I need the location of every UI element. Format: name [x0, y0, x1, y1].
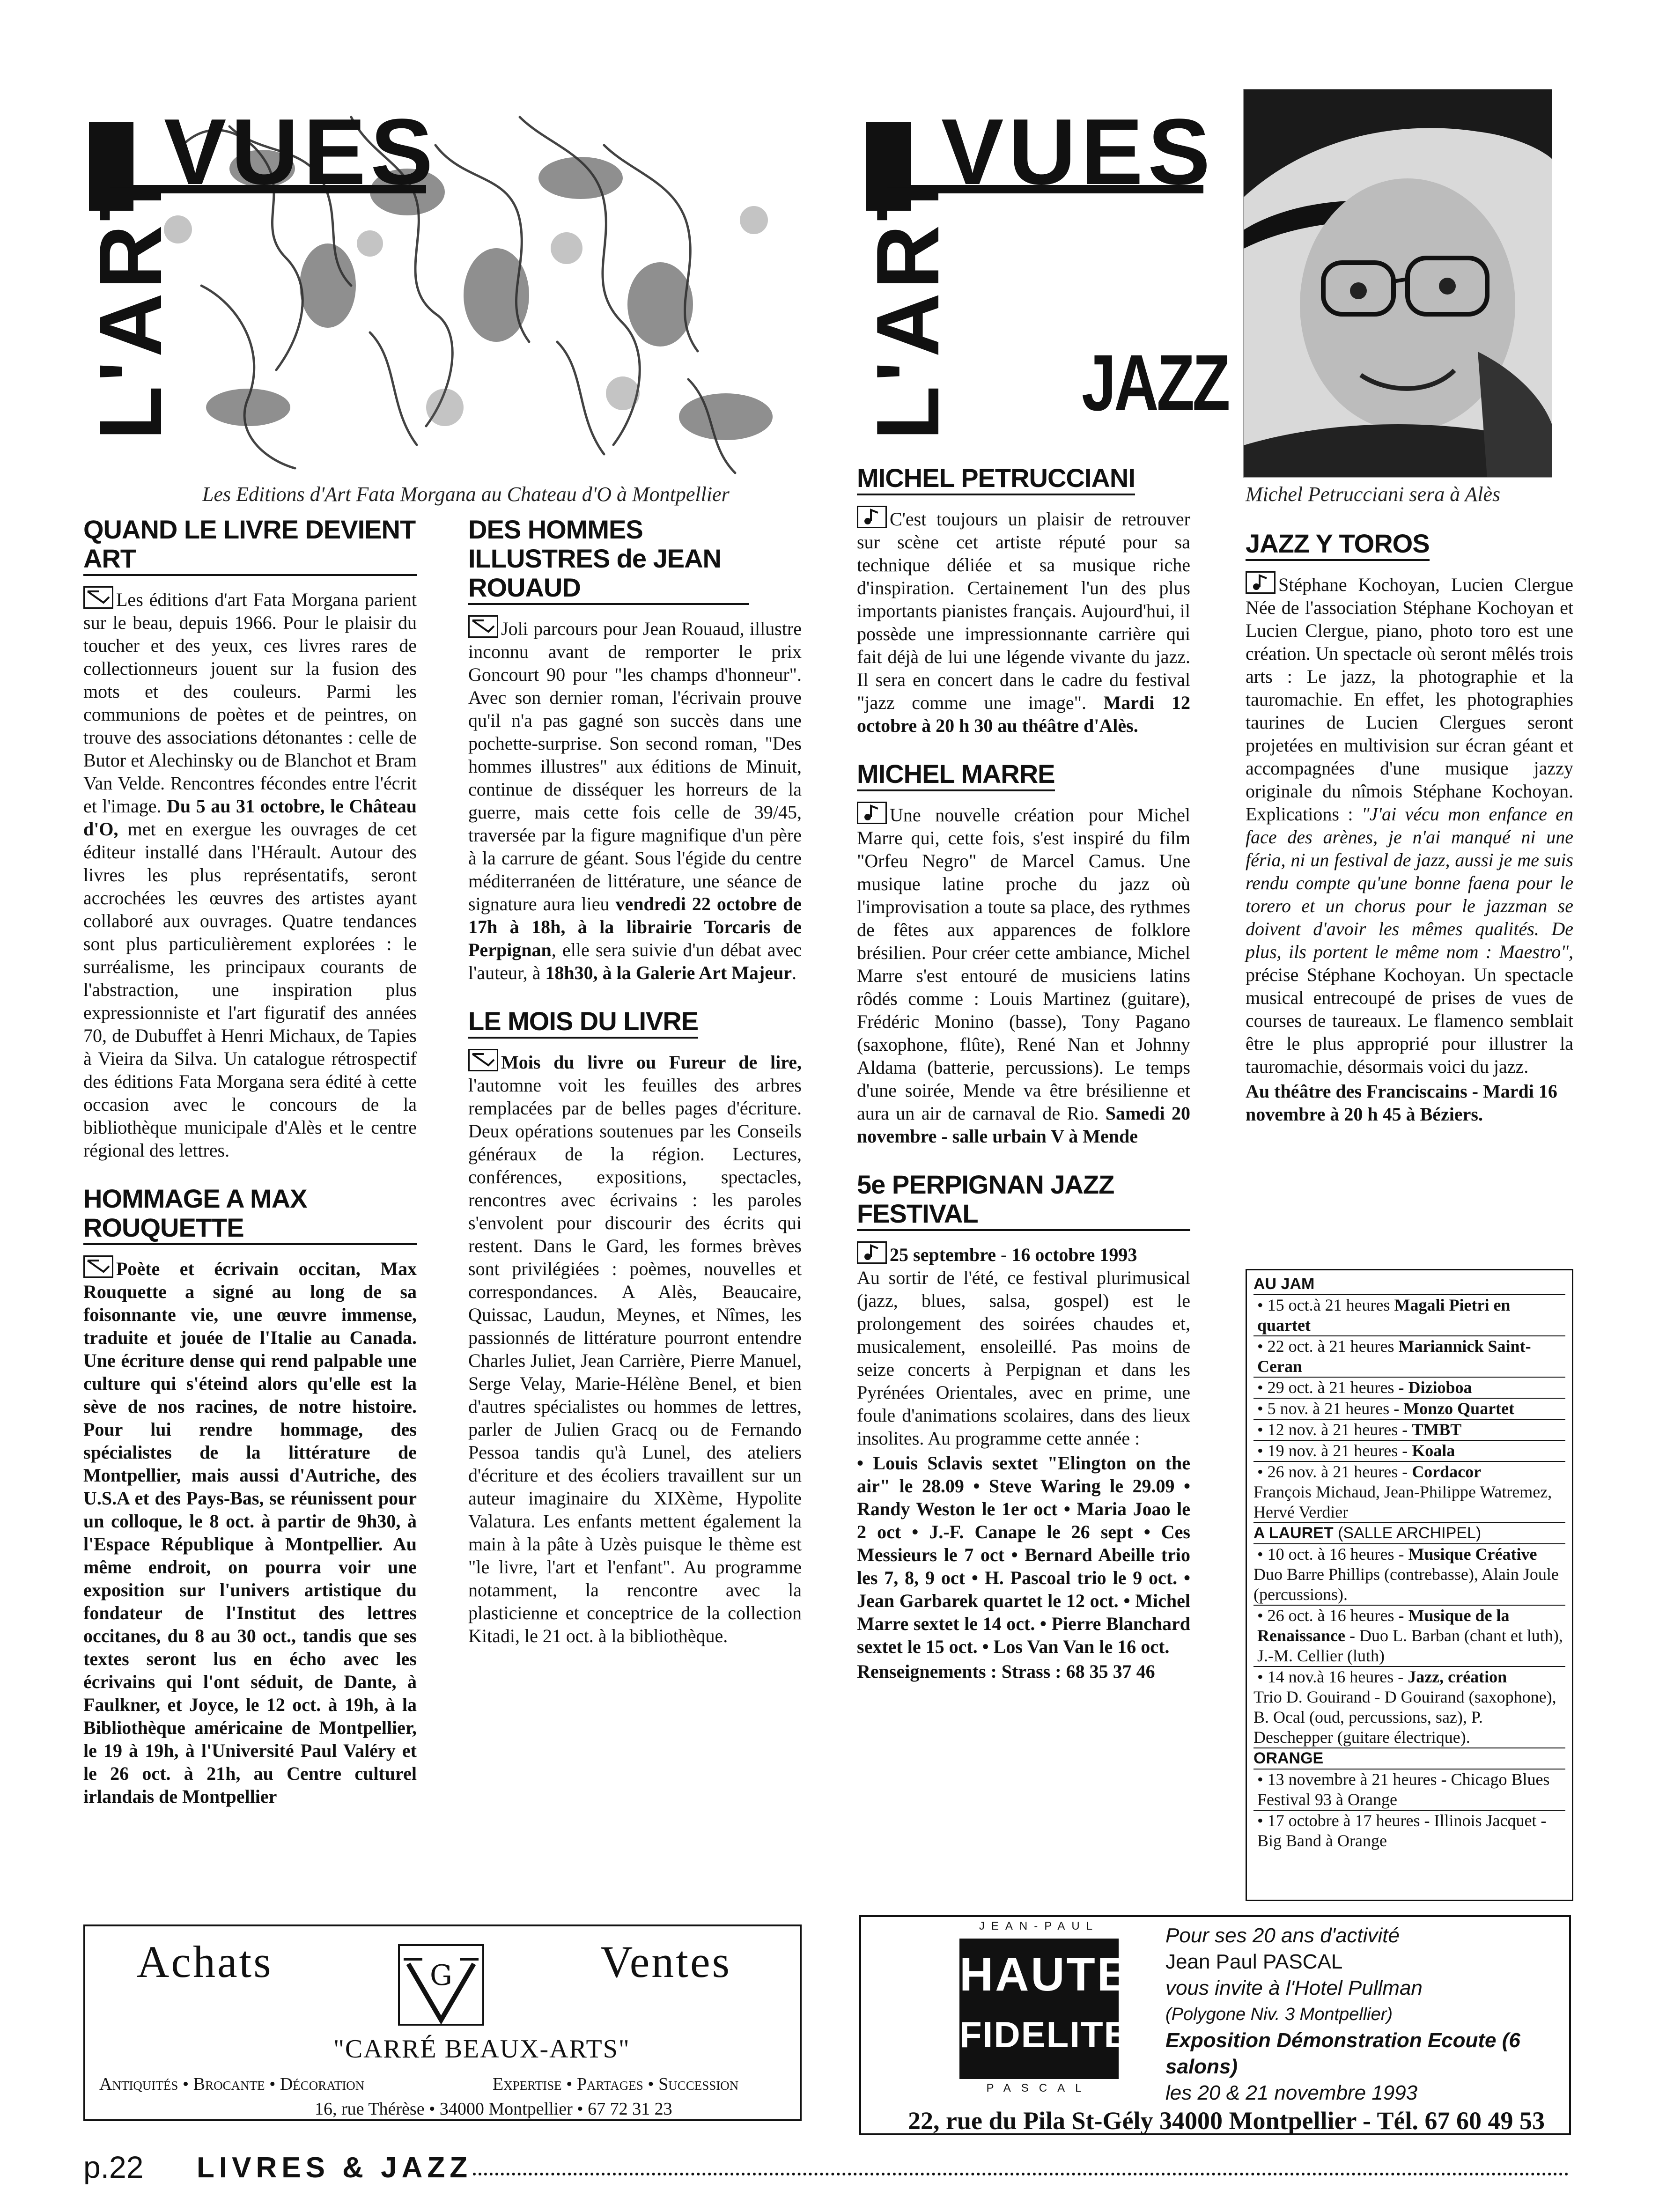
ad-ventes: Ventes: [600, 1937, 731, 1987]
logo-top-text: JEAN-PAUL: [979, 1920, 1099, 1932]
ad-line-2: Jean Paul PASCAL: [1165, 1950, 1343, 1973]
column-3: [857, 464, 1190, 1705]
masthead-lart: L'ART: [81, 163, 180, 440]
photo-michel-petrucciani: [1243, 89, 1552, 478]
program-row-detail: Duo Barre Phillips (contrebasse), Alain Joule (percussions).: [1253, 1564, 1565, 1606]
program-row: • 13 novembre à 21 heures - Chicago Blues Festival 93 à Orange: [1253, 1770, 1565, 1811]
column-1: [83, 515, 417, 1830]
ad-line-1: Pour ses 20 ans d'activité: [1165, 1924, 1400, 1947]
article-body: Stéphane Kochoyan, Lucien Clergue Née de l'association Stéphane Kochoyan et Lucien Clergue, piano, photo toro est une création. Un spectacle où seront mêlés trois arts : Le jazz, la photographie et la tauromachie. En effet, les photographies taurines de Lucien Clergues seront projetées en multivision sur écran géant et accompagnées d'une musique jazzy originale du nîmois Stéphane Kochoyan. Explications : "J'ai vécu mon enfance en face des arènes, je n'ai manqué ni une féria, ni un festival de jazz, aussi je me suis rendu compte qu'une bonne faena pour le torero et un chorus pour le jazzman se doivent d'avoir les mêmes qualités. De plus, ils portent le même nom : Maestro", précise Stéphane Kochoyan. Un spectacle musical entrecoupé de prises de vues de courses de taureaux. Le flamenco semblait être le plus approprié pour illustrer la tauromachie, désormais voici du jazz.: [1246, 571, 1573, 1078]
music-note-icon: [857, 1241, 887, 1264]
program-row: • 5 nov. à 21 heures - Monzo Quartet: [1253, 1399, 1565, 1420]
masthead-left: [81, 84, 438, 440]
program-row-detail: Trio D. Gouirand - D Gouirand (saxophone), B. Ocal (oud, percussions, saz), P. Deschepper (guitare électrique).: [1253, 1687, 1565, 1748]
article-body: Une nouvelle création pour Michel Marre qui, cette fois, s'est inspiré du film "Orfeu Negro" de Marcel Camus. Une musique latine proche du jazz où l'improvisation a toute sa place, des rythmes de fêtes aux apparences de folklore brésilien. Pour créer cette ambiance, Michel Marre s'est entouré de musiciens latins rôdés comme : Louis Martinez (guitare), Frédéric Monino (basse), Tony Pagano (saxophone, flûte), René Nan et Johnny Aldama (batterie, percussions). Le temps d'une soirée, Mende va être brésilienne et aura un air de carnaval de Rio. Samedi 20 novembre - salle urbain V à Mende: [857, 802, 1190, 1148]
ad-line-4: (Polygone Niv. 3 Montpellier): [1165, 2005, 1393, 2024]
column-2: [468, 515, 802, 1670]
ad-haute-fidelite: [859, 1915, 1571, 2135]
article-body: Poète et écrivain occitan, Max Rouquette a signé au long de sa foisonnante vie, une œuvre immense, traduite et jouée de l'Italie au Canada. Une écriture dense qui rend palpable une culture qui s'éteind alors qu'elle est la sève de nos racines, de notre histoire. Pour lui rendre hommage, des spécialistes de la littérature de Montpellier, mais aussi d'Autriche, des U.S.A et des Pays-Bas, se réunissent pour un colloque, le 8 oct. à partir de 9h30, à l'Espace République à Montpellier. Au même endroit, on pourra voir une exposition sur l'univers artistique du fondateur de l'Institut des lettres occitanes, du 8 au 30 oct., tandis que ses textes seront lus en écho avec les écrivains qui l'ont séduit, de Dante, à Faulkner, et Joyce, le 12 oct. à 19h, à la Bibliothèque américaine de Montpellier, le 19 à 19h, à l'Université Paul Valéry et le 26 oct. à 21h, au Centre culturel irlandais de Montpellier: [83, 1255, 417, 1808]
article-title: QUAND LE LIVRE DEVIENT ART: [83, 515, 417, 576]
program-row: • 26 oct. à 16 heures - Musique de la Renaissance - Duo L. Barban (chant et luth), J.-M. Cellier (luth): [1253, 1606, 1565, 1667]
program-heading-orange: ORANGE: [1253, 1748, 1565, 1770]
gv-logo-icon: [394, 1940, 488, 2029]
footer-dotted-rule: [473, 2173, 1569, 2175]
program-row: • 14 nov.à 16 heures - Jazz, création: [1257, 1667, 1507, 1686]
article-michel-petrucciani: [857, 464, 1190, 737]
ad-line-3: vous invite à l'Hotel Pullman: [1165, 1976, 1423, 1999]
article-hommes-illustres: [468, 515, 802, 984]
article-hommage-max-rouquette: [83, 1184, 417, 1808]
ad-address: 16, rue Thérèse • 34000 Montpellier • 67 72 31 23: [315, 2099, 672, 2119]
book-icon: [83, 586, 113, 609]
program-row: • 15 oct.à 21 heures Magali Pietri en quartet: [1253, 1295, 1565, 1336]
ad-business-name: "CARRÉ BEAUX-ARTS": [333, 2035, 630, 2064]
logo-line-2: FIDELITE: [959, 2014, 1129, 2055]
logo-bottom-text: PASCAL: [986, 2082, 1092, 2094]
haute-fidelite-logo: [955, 1920, 1130, 2098]
article-title: MICHEL PETRUCCIANI: [857, 464, 1135, 495]
festival-info: Renseignements : Strass : 68 35 37 46: [857, 1661, 1155, 1682]
program-box: [1246, 1269, 1573, 1901]
book-icon: [83, 1255, 113, 1278]
svg-text:G: G: [430, 1959, 452, 1992]
article-jazz-y-toros: [1246, 529, 1573, 1126]
article-body: 25 septembre - 16 octobre 1993 Au sortir de l'été, ce festival plurimusical (jazz, blues, salsa, gospel) est le prolongement des soirées chaudes et, musicalement, ensoleillé. Pas moins de seize concerts à Perpignan et dans les Pyrénées Orientales, avec en prime, une foule d'animations scolaires, dans des lieux insolites. Au programme cette année :: [857, 1241, 1190, 1450]
program-row: • 17 octobre à 17 heures - Illinois Jacquet - Big Band à Orange: [1257, 1811, 1547, 1850]
article-dates: Au théâtre des Franciscains - Mardi 16 novembre à 20 h 45 à Béziers.: [1246, 1081, 1557, 1125]
article-title: DES HOMMES ILLUSTRES de JEAN ROUAUD: [468, 515, 749, 605]
article-title: 5e PERPIGNAN JAZZ FESTIVAL: [857, 1170, 1190, 1231]
ad-services-1: Antiquités • Brocante • Décoration: [99, 2074, 365, 2094]
ad-achats: Achats: [137, 1937, 273, 1987]
ad-text: [1165, 1923, 1568, 2106]
music-note-icon: [1246, 571, 1276, 594]
program-row: • 29 oct. à 21 heures - Dizioboa: [1253, 1378, 1565, 1399]
program-row: • 26 nov. à 21 heures - Cordacor: [1257, 1462, 1482, 1481]
article-body: Mois du livre ou Fureur de lire, l'automne voit les feuilles des arbres remplacées par de belles pages d'écriture. Deux opérations soutenues par les Conseils généraux de la région. Lectures, conférences, expositions, spectacles, rencontres avec écrivains : les paroles s'envolent pour discourir des écrits qui restent. Dans le Gard, les formes brèves sont privilégiées : poèmes, nouvelles et correspondances. A Alès, Beaucaire, Quissac, Laudun, Meynes, et Nîmes, les passionnés de littérature pourront entendre Charles Juliet, Jean Carrière, Pierre Manuel, Serge Velay, Marie-Hélène Benel, et bien d'autres spécialistes ou hommes de lettres, parler de Julien Gracq ou de Fernando Pessoa tandis qu'à Lunel, des ateliers d'écriture et des écoliers travaillent sur un auteur imaginaire du XIXème, Hypolite Valatura. Les enfants mettent également la main à la pâte à Uzès puisque le thème est "le livre, l'art et l'enfant". Au programme notamment, la rencontre avec la plasticienne et conceptrice de la collection Kitadi, le 21 oct. à la bibliothèque.: [468, 1049, 802, 1647]
article-body: Joli parcours pour Jean Rouaud, illustre inconnu avant de remporter le prix Goncourt 90 pour "les champs d'honneur". Avec son dernier roman, l'écrivain prouve qu'il n'a pas gagné son succès dans une pochette-surprise. Son second roman, "Des hommes illustres" aux éditions de Minuit, continue de disséquer les horreurs de la guerre, mais cette fois celle de 39/45, traversée par la figure magnifique d'un père à la carrure de géant. Sous l'égide du centre méditerranéen de littérature, une séance de signature aura lieu vendredi 22 octobre de 17h à 18h, à la librairie Torcaris de Perpignan, elle sera suivie d'un débat avec l'auteur, à 18h30, à la Galerie Art Majeur.: [468, 615, 802, 984]
article-title: LE MOIS DU LIVRE: [468, 1007, 698, 1039]
program-row-detail: François Michaud, Jean-Philippe Watremez, Hervé Verdier: [1253, 1482, 1565, 1523]
festival-lineup: • Louis Sclavis sextet "Elington on the air" le 28.09 • Steve Waring le 29.09 • Randy Weston le 1er oct • Maria Joao le 2 oct • J.-F. Canape le 26 sept • Ces Messieurs le 7 oct • Bernard Abeille trio les 7, 8, 9 oct • H. Pascoal trio le 9 oct. • Jean Garbarek quartet le 12 oct. • Michel Marre sextet le 14 oct. • Pierre Blanchard sextet le 15 oct. • Los Van Van le 16 oct.: [857, 1453, 1190, 1657]
music-note-icon: [857, 506, 887, 528]
ad-services-2: Expertise • Partages • Succession: [493, 2074, 739, 2094]
article-michel-marre: [857, 759, 1190, 1148]
caption-editions: Les Editions d'Art Fata Morgana au Chateau d'O à Montpellier: [202, 483, 730, 506]
column-4: [1246, 529, 1573, 1140]
masthead-vues: VUES: [164, 100, 438, 204]
program-row: • 10 oct. à 16 heures - Musique Créative: [1257, 1545, 1537, 1563]
program-row: • 19 nov. à 21 heures - Koala: [1253, 1441, 1565, 1462]
section-title-jazz: JAZZ: [1082, 339, 1228, 428]
article-mois-du-livre: [468, 1007, 802, 1647]
masthead-lart: L'ART: [858, 163, 958, 440]
program-heading-jam: AU JAM: [1253, 1274, 1565, 1295]
article-quand-le-livre: [83, 515, 417, 1162]
page-number: p.22: [83, 2150, 144, 2184]
ad-line-6: les 20 & 21 novembre 1993: [1165, 2081, 1418, 2104]
book-icon: [468, 615, 498, 638]
caption-petrucciani: Michel Petrucciani sera à Alès: [1246, 483, 1501, 506]
article-title: HOMMAGE A MAX ROUQUETTE: [83, 1184, 417, 1245]
logo-line-1: HAUTE: [959, 1948, 1130, 2001]
ad-line-5: Exposition Démonstration Ecoute (6 salons): [1165, 2029, 1520, 2078]
ad-address: 22, rue du Pila St-Gély 34000 Montpellier - Tél. 67 60 49 53: [908, 2107, 1545, 2135]
music-note-icon: [857, 802, 887, 824]
program-row: • 22 oct. à 21 heures Mariannick Saint-Ceran: [1253, 1336, 1565, 1378]
article-perpignan-jazz-festival: [857, 1170, 1190, 1683]
ad-carre-beaux-arts: [83, 1924, 802, 2121]
section-name: LIVRES & JAZZ: [197, 2152, 472, 2184]
article-body: Les éditions d'art Fata Morgana parient sur le beau, depuis 1966. Pour le plaisir du toucher et des yeux, ces livres rares de collectionneurs jouent sur la fusion des mots et des couleurs. Parmi les communions de poètes et de peintres, on trouve des associations détonantes : celle de Butor et Alechinsky ou de Blanchot et Bram Van Velde. Rencontres fécondes entre l'écrit et l'image. Du 5 au 31 octobre, le Château d'O, met en exergue les ouvrages de cet éditeur installé dans l'Hérault. Autour des livres les plus représentatifs, seront accrochées les œuvres des artistes ayant collaboré aux ouvrages. Quatre tendances sont plus particulièrement explorées : le surréalisme, les principaux courants de l'abstraction, une inspiration plus expressionniste et l'art figuratif des années 70, de Dubuffet à Henri Michaux, de Tapies à Vieira da Silva. Un catalogue rétrospectif des éditions Fata Morgana sera édité à cette occasion avec le concours de la bibliothèque municipale d'Alès et le centre régional des lettres.: [83, 586, 417, 1162]
program-row: • 12 nov. à 21 heures - TMBT: [1253, 1420, 1565, 1441]
article-body: C'est toujours un plaisir de retrouver sur scène cet artiste réputé pour sa technique déliée et sa musique riche d'inspiration. Certainement l'un des plus importants pianistes français. Aujourd'hui, il possède une impressionnante carrière qui fait déjà de lui une légende vivante du jazz. Il sera en concert dans le cadre du festival "jazz comme une image". Mardi 12 octobre à 20 h 30 au théâtre d'Alès.: [857, 506, 1190, 737]
gv-logo: [394, 1940, 488, 2029]
article-title: JAZZ Y TOROS: [1246, 529, 1430, 561]
book-icon: [468, 1049, 498, 1071]
masthead-vues: VUES: [941, 100, 1215, 204]
article-title: MICHEL MARRE: [857, 759, 1055, 791]
program-heading-lauret: A LAURET (SALLE ARCHIPEL): [1253, 1523, 1565, 1544]
